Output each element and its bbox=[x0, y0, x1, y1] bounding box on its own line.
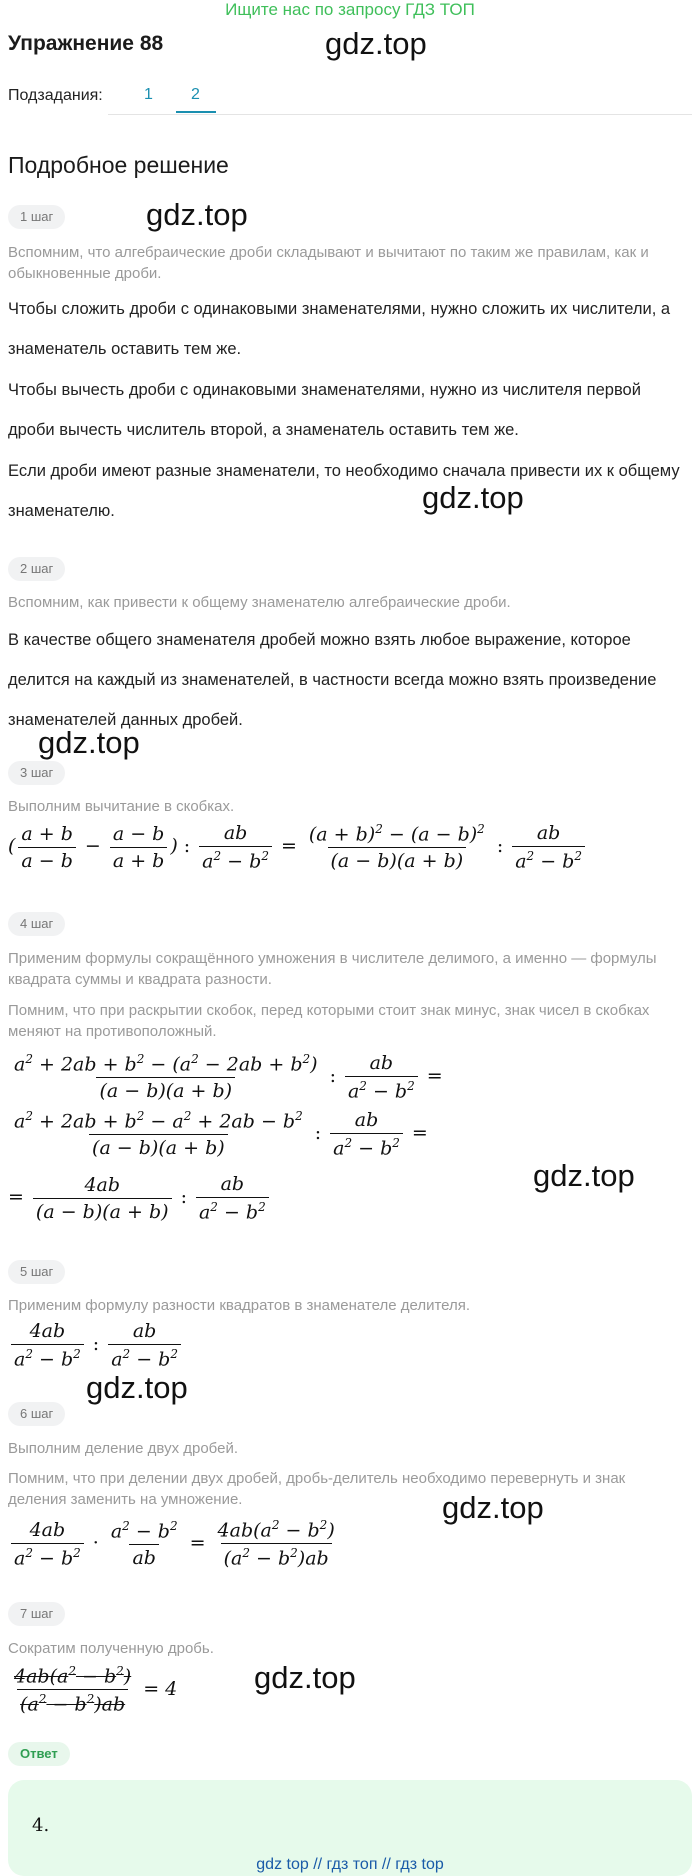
watermark: gdz.top bbox=[533, 1158, 635, 1193]
formula-step-5: $\frac{4ab}{a^2 - b^2}$ : $\frac{ab}{a^2 - b^2}$ bbox=[8, 1320, 184, 1370]
step-hint: Применим формулу разности квадратов в знаменателе делителя. bbox=[8, 1297, 471, 1314]
watermark: gdz.top bbox=[146, 197, 248, 232]
formula-step-6: $\frac{4ab}{a^2 - b^2}$ · $\frac{a^2 - b^2}{ab}$ = $\frac{4ab(a^2 - b^2)}{(a^2 - b^2)ab}$ bbox=[8, 1518, 341, 1570]
watermark: gdz.top bbox=[442, 1490, 544, 1525]
tab-subtask-1[interactable]: 1 bbox=[144, 86, 153, 103]
promo-banner: Ищите нас по запросу ГДЗ ТОП bbox=[225, 0, 475, 19]
tab-subtask-2[interactable]: 2 bbox=[191, 86, 200, 103]
step-badge: 2 шаг bbox=[8, 557, 65, 581]
step-hint: Вспомним, что алгебраические дроби складывают и вычитают по таким же правилам, как и обыкновенные дроби. bbox=[8, 244, 649, 282]
formula-step-4-line-1: $\frac{a^2 + 2ab + b^2 - (a^2 - 2ab + b^2)}{(a - b)(a + b)}$ : $\frac{ab}{a^2 - b^2}$ = bbox=[14, 1052, 443, 1103]
formula-step-3: ( $\frac{a + b}{a - b}$ − $\frac{a - b}{a + b}$ ) : $\frac{ab}{a^2 - b^2}$ = $\frac{(a + b)^2 - (a - b)^2}{(a - b)(a + b)}$ : $\frac{ab}{a^2 - b^2}$ bbox=[8, 822, 588, 872]
step-badge: 6 шаг bbox=[8, 1402, 65, 1426]
step-paragraph: В качестве общего знаменателя дробей можно взять любое выражение, которое делится на каждый из знаменателей, в частности всегда можно взять произведение знаменателей данных дробей. bbox=[8, 631, 657, 729]
step-hint: Выполним деление двух дробей. bbox=[8, 1440, 238, 1457]
formula-step-7: $\frac{4ab(a^2 - b^2)}{(a^2 - b^2)ab}$ = 4 bbox=[14, 1664, 178, 1716]
step-paragraph: Чтобы вычесть дроби с одинаковыми знаменателями, нужно из числителя первой дроби вычесть числитель второй, а знаменатель оставить тем же. bbox=[8, 381, 641, 439]
step-hint: Помним, что при делении двух дробей, дробь-делитель необходимо перевернуть и знак деления заменить на умножение. bbox=[8, 1470, 626, 1508]
step-badge: 3 шаг bbox=[8, 761, 65, 785]
section-title: Подробное решение bbox=[8, 152, 229, 178]
step-hint: Применим формулы сокращённого умножения в числителе делимого, а именно — формулы квадрата суммы и квадрата разности. bbox=[8, 950, 657, 988]
answer-badge: Ответ bbox=[8, 1742, 70, 1766]
step-hint: Выполним вычитание в скобках. bbox=[8, 798, 235, 815]
subtasks-label: Подзадания: bbox=[8, 87, 103, 104]
watermark: gdz.top bbox=[254, 1660, 356, 1695]
footer-links[interactable]: gdz top // гдз топ // гдз top bbox=[256, 1856, 444, 1873]
formula-step-4-line-3: = $\frac{4ab}{(a - b)(a + b)}$ : $\frac{ab}{a^2 - b^2}$ bbox=[8, 1173, 272, 1223]
step-paragraph: Чтобы сложить дроби с одинаковыми знаменателями, нужно сложить их числители, а знаменатель оставить тем же. bbox=[8, 300, 671, 358]
step-hint: Сократим полученную дробь. bbox=[8, 1640, 214, 1657]
step-hint: Помним, что при раскрытии скобок, перед которыми стоит знак минус, знак чисел в скобках меняют на противоположный. bbox=[8, 1002, 650, 1040]
answer-value: 4. bbox=[32, 1815, 50, 1836]
step-hint: Вспомним, как привести к общему знаменателю алгебраические дроби. bbox=[8, 594, 511, 611]
watermark: gdz.top bbox=[422, 480, 524, 515]
watermark: gdz.top bbox=[325, 26, 427, 61]
tabs-divider bbox=[108, 114, 692, 115]
page-title: Упражнение 88 bbox=[8, 32, 164, 55]
step-badge: 4 шаг bbox=[8, 912, 65, 936]
step-paragraph: Если дроби имеют разные знаменатели, то необходимо сначала привести их к общему знаменателю. bbox=[8, 462, 680, 520]
formula-step-4-line-2: $\frac{a^2 + 2ab + b^2 - a^2 + 2ab - b^2}{(a - b)(a + b)}$ : $\frac{ab}{a^2 - b^2}$ = bbox=[14, 1109, 428, 1160]
step-badge: 7 шаг bbox=[8, 1602, 65, 1626]
watermark: gdz.top bbox=[86, 1370, 188, 1405]
step-badge: 1 шаг bbox=[8, 205, 65, 229]
watermark: gdz.top bbox=[38, 725, 140, 760]
active-tab-indicator bbox=[176, 111, 216, 113]
step-badge: 5 шаг bbox=[8, 1260, 65, 1284]
